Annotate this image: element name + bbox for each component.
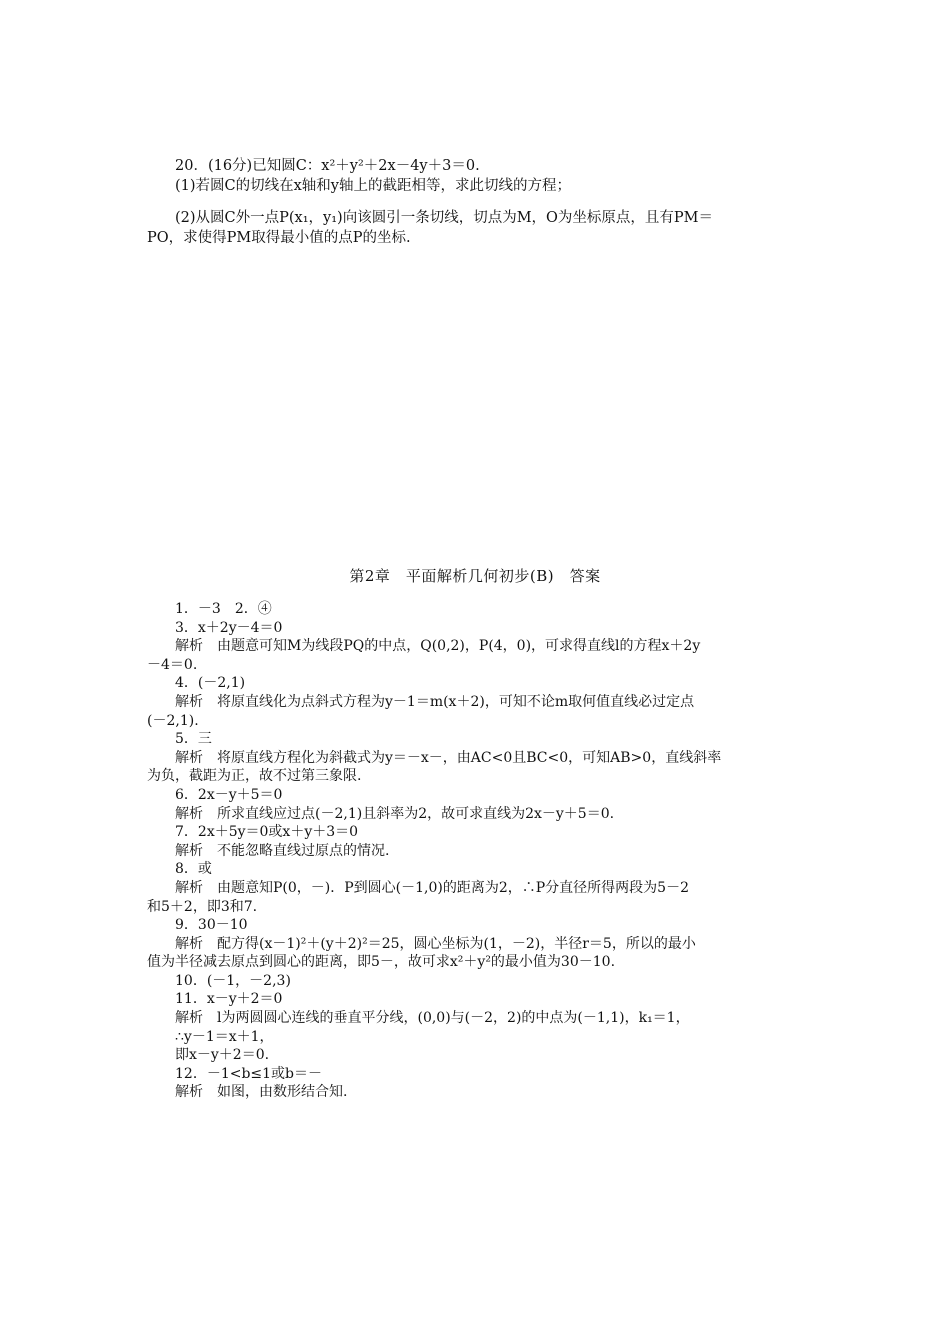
answer-line: 为负，截距为正，故不过第三象限. bbox=[147, 768, 362, 785]
problem-20 bbox=[147, 156, 807, 248]
answer-line: 6．2x－y＋5＝0 bbox=[175, 786, 283, 803]
answer-line: 解析 由题意知P(0，－)．P到圆心(－1,0)的距离为2，∴P分直径所得两段为5－2 bbox=[175, 879, 689, 896]
answer-line: 7．2x＋5y＝0或x＋y＋3＝0 bbox=[175, 824, 359, 841]
answer-line: 解析 将原直线化为点斜式方程为y－1＝m(x＋2)，可知不论m取何值直线必过定点 bbox=[175, 693, 695, 710]
answer-line: 5．三 bbox=[175, 731, 212, 748]
answer-line: 10．(－1，－2,3) bbox=[175, 972, 291, 989]
answer-line: 12．－1<b≤1或b＝－ bbox=[175, 1065, 323, 1082]
answer-line: 8．或 bbox=[175, 861, 212, 878]
answer-line: 解析 所求直线应过点(－2,1)且斜率为2，故可求直线为2x－y＋5＝0. bbox=[175, 805, 615, 822]
problem-20-part-2-continued: PO，求使得PM取得最小值的点P的坐标. bbox=[147, 230, 411, 246]
answers-title: 第2章 平面解析几何初步(B) 答案 bbox=[349, 567, 601, 585]
answer-line: 3．x＋2y－4＝0 bbox=[175, 619, 283, 636]
answer-line: 解析 如图，由数形结合知. bbox=[175, 1084, 348, 1101]
answer-line: 解析 l为两圆圆心连线的垂直平分线，(0,0)与(－2，2)的中点为(－1,1)，k₁＝1， bbox=[175, 1010, 690, 1027]
answer-line: 4．(－2,1) bbox=[175, 675, 246, 692]
answer-line: 解析 不能忽略直线过原点的情况. bbox=[175, 842, 390, 859]
answer-line: 11．x－y＋2＝0 bbox=[175, 991, 283, 1008]
answer-line: 解析 由题意可知M为线段PQ的中点，Q(0,2)，P(4，0)，可求得直线l的方程x＋2y bbox=[175, 638, 701, 655]
answers-list bbox=[147, 600, 807, 1102]
answer-line: (－2,1). bbox=[147, 712, 199, 729]
answer-line: 值为半径减去原点到圆心的距离，即5－，故可求x²＋y²的最小值为30－10. bbox=[147, 954, 616, 971]
answer-line: 解析 将原直线方程化为斜截式为y＝－x－，由AC<0且BC<0，可知AB>0，直线斜率 bbox=[175, 749, 722, 766]
problem-20-statement: 20．(16分)已知圆C：x²＋y²＋2x－4y＋3＝0. bbox=[175, 158, 480, 174]
problem-20-part-2: (2)从圆C外一点P(x₁，y₁)向该圆引一条切线，切点为M，O为坐标原点，且有PM＝ bbox=[175, 210, 714, 226]
answer-line: 1．－3 2．④ bbox=[175, 601, 272, 617]
answer-line: 解析 配方得(x－1)²＋(y＋2)²＝25，圆心坐标为(1，－2)，半径r＝5，所以的最小 bbox=[175, 935, 696, 952]
answer-line: ∴y－1＝x＋1， bbox=[175, 1028, 274, 1045]
answer-line: 9．30－10 bbox=[175, 917, 248, 934]
answer-line: 即x－y＋2＝0. bbox=[175, 1047, 270, 1064]
problem-20-part-1: (1)若圆C的切线在x轴和y轴上的截距相等，求此切线的方程； bbox=[175, 178, 572, 194]
answer-line: 和5＋2，即3和7. bbox=[147, 898, 258, 915]
answer-line: －4＝0. bbox=[147, 656, 198, 673]
